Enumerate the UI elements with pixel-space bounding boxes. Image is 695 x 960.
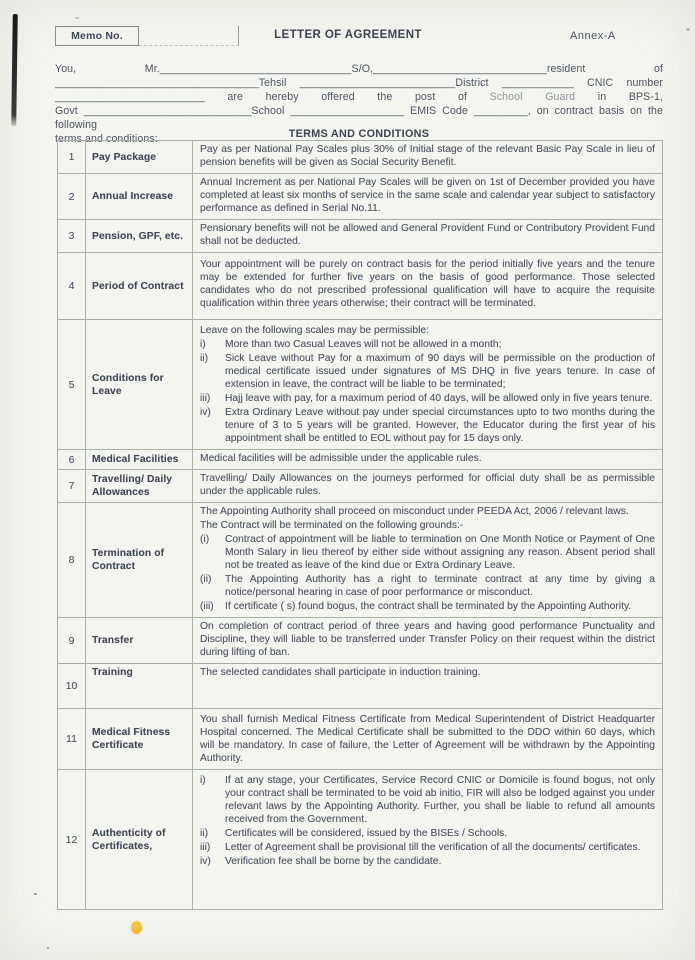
- row-number: 8: [58, 503, 86, 618]
- list-text: Extra Ordinary Leave without pay under special circumstances upto to two months during the tenure of 3 to 5 years will be granted. However, the Educator during the first year of his appointment shall be entitled to EOL without pay for 15 days only.: [225, 407, 655, 444]
- list-marker: iii): [200, 393, 211, 404]
- row-label: Medical Facilities: [86, 450, 193, 470]
- intro-line-1: You, Mr.________________________________S/O,_____________________________resident of: [55, 63, 663, 75]
- scan-speck: [47, 947, 49, 949]
- row-number: 2: [58, 174, 86, 220]
- list-marker: (ii): [200, 574, 212, 585]
- table-row: [58, 174, 663, 220]
- intro-line-3-pre: _________________________ are hereby offered the post of: [55, 91, 468, 103]
- table-row: [58, 220, 663, 253]
- list-text: If certificate ( s) found bogus, the contract shall be terminated by the Appointing Authority.: [225, 601, 632, 612]
- document-title: LETTER OF AGREEMENT: [274, 29, 422, 41]
- memo-label: Memo No.: [55, 26, 139, 46]
- memo-blank-line: [139, 26, 239, 46]
- table-row: [58, 709, 663, 770]
- table-row: [58, 253, 663, 320]
- list-marker: (iii): [200, 601, 214, 612]
- row-label: Pension, GPF, etc.: [86, 220, 193, 253]
- table-row: [58, 618, 663, 664]
- list-item: [200, 573, 655, 599]
- row-number: 3: [58, 220, 86, 253]
- row-label: Authenticity of Certificates,: [86, 770, 193, 910]
- row-content: [193, 253, 663, 320]
- row-content: [193, 174, 663, 220]
- list-item: [200, 533, 655, 572]
- paragraph: The selected candidates shall participate in induction training.: [200, 667, 481, 678]
- table-row: [58, 770, 663, 910]
- table-row: [58, 320, 663, 450]
- list-marker: iv): [200, 856, 211, 867]
- row-number: 9: [58, 618, 86, 664]
- paragraph: Pensionary benefits will not be allowed and General Provident Fund or Contributory Provident Fund shall not be deducted.: [200, 223, 655, 247]
- list-marker: i): [200, 339, 206, 350]
- row-number: 10: [58, 664, 86, 709]
- list-item: [200, 406, 655, 445]
- intro-line-3-post: in BPS-1,: [597, 91, 663, 103]
- list-text: Certificates will be considered, issued by the BISEs / Schools.: [225, 828, 508, 839]
- list-text: Contract of appointment will be liable to termination on One Month Notice or Payment of One Month Salary in lieu thereof by either side without assigning any reason. Absent period shall not be treated as leave of the kind due or Extra Ordinary Leave.: [225, 534, 655, 571]
- row-content: [193, 503, 663, 618]
- row-content: [193, 450, 663, 470]
- row-number: 11: [58, 709, 86, 770]
- list-item: [200, 855, 655, 868]
- table-row: [58, 141, 663, 174]
- annex-label: Annex-A: [570, 30, 616, 42]
- row-content: [193, 618, 663, 664]
- scan-speck: [75, 17, 79, 19]
- paragraph: Leave on the following scales may be permissible:: [200, 325, 429, 336]
- scan-speck: [686, 28, 690, 31]
- hole-punch-dot: [131, 921, 142, 934]
- list-item: [200, 352, 655, 391]
- row-content: [193, 709, 663, 770]
- intro-line-5: terms and conditions:: [55, 133, 158, 145]
- list-item: [200, 392, 655, 405]
- row-label: Conditions for Leave: [86, 320, 193, 450]
- row-content: [193, 141, 663, 174]
- row-number: 7: [58, 470, 86, 503]
- list-item: [200, 841, 655, 854]
- list-marker: i): [200, 775, 206, 786]
- intro-line-2: __________________________________Tehsil __________________________District ____________ CNIC number: [55, 77, 663, 89]
- paragraph: Pay as per National Pay Scales plus 30% of Initial stage of the relevant Basic Pay Scale in lieu of pension benefits will be given as Social Security Benefit.: [200, 144, 655, 168]
- table-row: [58, 450, 663, 470]
- terms-table: [57, 140, 663, 910]
- list-text: Letter of Agreement shall be provisional till the verification of all the documents/ certificates.: [225, 842, 641, 853]
- list-marker: ii): [200, 828, 209, 839]
- row-label: Travelling/ Daily Allowances: [86, 470, 193, 503]
- row-label: Pay Package: [86, 141, 193, 174]
- scan-binding-mark: [11, 14, 18, 126]
- intro-line-3: [55, 90, 663, 104]
- list-item: [200, 338, 655, 351]
- row-number: 1: [58, 141, 86, 174]
- list-text: The Appointing Authority has a right to terminate contract at any time by giving a notice/personal hearing in case of poor performance or misconduct.: [225, 574, 655, 598]
- row-number: 12: [58, 770, 86, 910]
- list-item: [200, 774, 655, 826]
- row-content: [193, 220, 663, 253]
- document-header: [55, 26, 663, 50]
- paragraph: The Contract will be terminated on the following grounds:-: [200, 520, 464, 531]
- list-item: [200, 827, 655, 840]
- list-marker: ii): [200, 353, 209, 364]
- intro-line-4: Govt ____________________________School ___________________ EMIS Code _________, on contract basis on the following: [55, 105, 663, 131]
- list-marker: iii): [200, 842, 211, 853]
- paragraph: You shall furnish Medical Fitness Certificate from Medical Superintendent of District Headquarter Hospital concerned. The Medical Certificate shall be submitted to the DDO within 60 days, which will be mandatory. In case of failure, the Letter of Agreement will be withdrawn by the Appointing Authority.: [200, 714, 655, 764]
- terms-heading: TERMS AND CONDITIONS: [288, 128, 430, 140]
- list-text: More than two Casual Leaves will not be allowed in a month;: [225, 339, 502, 350]
- paragraph: Your appointment will be purely on contract basis for the period initially five years and the tenure may be extended for further five years on the basis of good performance. Those selected candidates who do not prescribed professional qualification will have to acquire the requisite qualification within three years otherwise; their contract will be terminated.: [200, 259, 655, 309]
- row-label: Medical Fitness Certificate: [86, 709, 193, 770]
- row-content: [193, 320, 663, 450]
- list-marker: (i): [200, 534, 210, 545]
- memo-number-field: [55, 26, 239, 46]
- list-text: If at any stage, your Certificates, Service Record CNIC or Domicile is found bogus, not only your contract shall be terminated to be void ab initio, FIR will also be lodged against you under relevant laws by the Appointing Authority. Further, you shall be liable to refund all amounts received from the Government.: [225, 775, 655, 825]
- table-row: [58, 470, 663, 503]
- terms-table-body: [58, 141, 663, 910]
- row-content: [193, 664, 663, 709]
- row-number: 5: [58, 320, 86, 450]
- list-item: [200, 600, 655, 613]
- row-content: [193, 470, 663, 503]
- paragraph: Travelling/ Daily Allowances on the journeys performed for official duty shall be as permissible under the applicable rules.: [200, 473, 655, 497]
- list-text: Verification fee shall be borne by the candidate.: [225, 856, 442, 867]
- table-row: [58, 664, 663, 709]
- row-label: Termination of Contract: [86, 503, 193, 618]
- table-row: [58, 503, 663, 618]
- paragraph: On completion of contract period of three years and having good performance Punctuality and Discipline, they will liable to be transferred under Transfer Policy on their request within the district during lifting of ban.: [200, 621, 655, 658]
- row-number: 6: [58, 450, 86, 470]
- post-name-filled: School Guard: [467, 91, 598, 103]
- list-text: Sick Leave without Pay for a maximum of 90 days will be permissible on the production of medical certificate issued under signatures of MS DHQ in five years tenure. In case of extension in leave, the contract will be liable to be terminated;: [225, 353, 655, 390]
- list-text: Hajj leave with pay, for a maximum period of 40 days, will be allowed only in five years tenure.: [225, 393, 653, 404]
- row-label: Period of Contract: [86, 253, 193, 320]
- row-number: 4: [58, 253, 86, 320]
- paragraph: Annual Increment as per National Pay Scales will be given on 1st of December provided you have completed at least six months of service in the same scale and calendar year subject to satisfactory performance as defined in Serial No.11.: [200, 177, 655, 214]
- row-label: Transfer: [86, 618, 193, 664]
- row-content: [193, 770, 663, 910]
- row-label: Training: [86, 664, 193, 709]
- scan-speck: [34, 893, 37, 895]
- paragraph: The Appointing Authority shall proceed on misconduct under PEEDA Act, 2006 / relevant laws.: [200, 506, 629, 517]
- list-marker: iv): [200, 407, 211, 418]
- paragraph: Medical facilities will be admissible under the applicable rules.: [200, 453, 482, 464]
- row-label: Annual Increase: [86, 174, 193, 220]
